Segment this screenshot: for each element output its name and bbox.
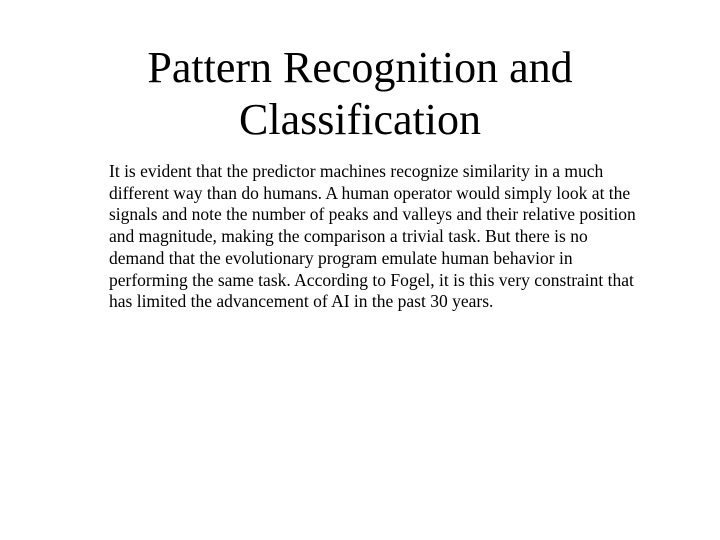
slide-body-text xyxy=(109,161,636,313)
body-line: has limited the advancement of AI in the past 30 years. xyxy=(109,291,494,312)
body-line: signals and note the number of peaks and valleys and their relative position xyxy=(109,204,636,225)
body-line: performing the same task. According to Fogel, it is this very constraint that xyxy=(109,269,634,290)
body-line: and magnitude, making the comparison a trivial task. But there is no xyxy=(109,226,588,247)
body-line: demand that the evolutionary program emulate human behavior in xyxy=(109,247,573,268)
slide-title xyxy=(0,42,720,146)
slide-title-line: Pattern Recognition and xyxy=(147,43,573,92)
body-line: It is evident that the predictor machines recognize similarity in a much xyxy=(109,161,604,181)
slide-title-line: Classification xyxy=(239,95,481,144)
body-line: different way than do humans. A human operator would simply look at the xyxy=(109,182,631,203)
